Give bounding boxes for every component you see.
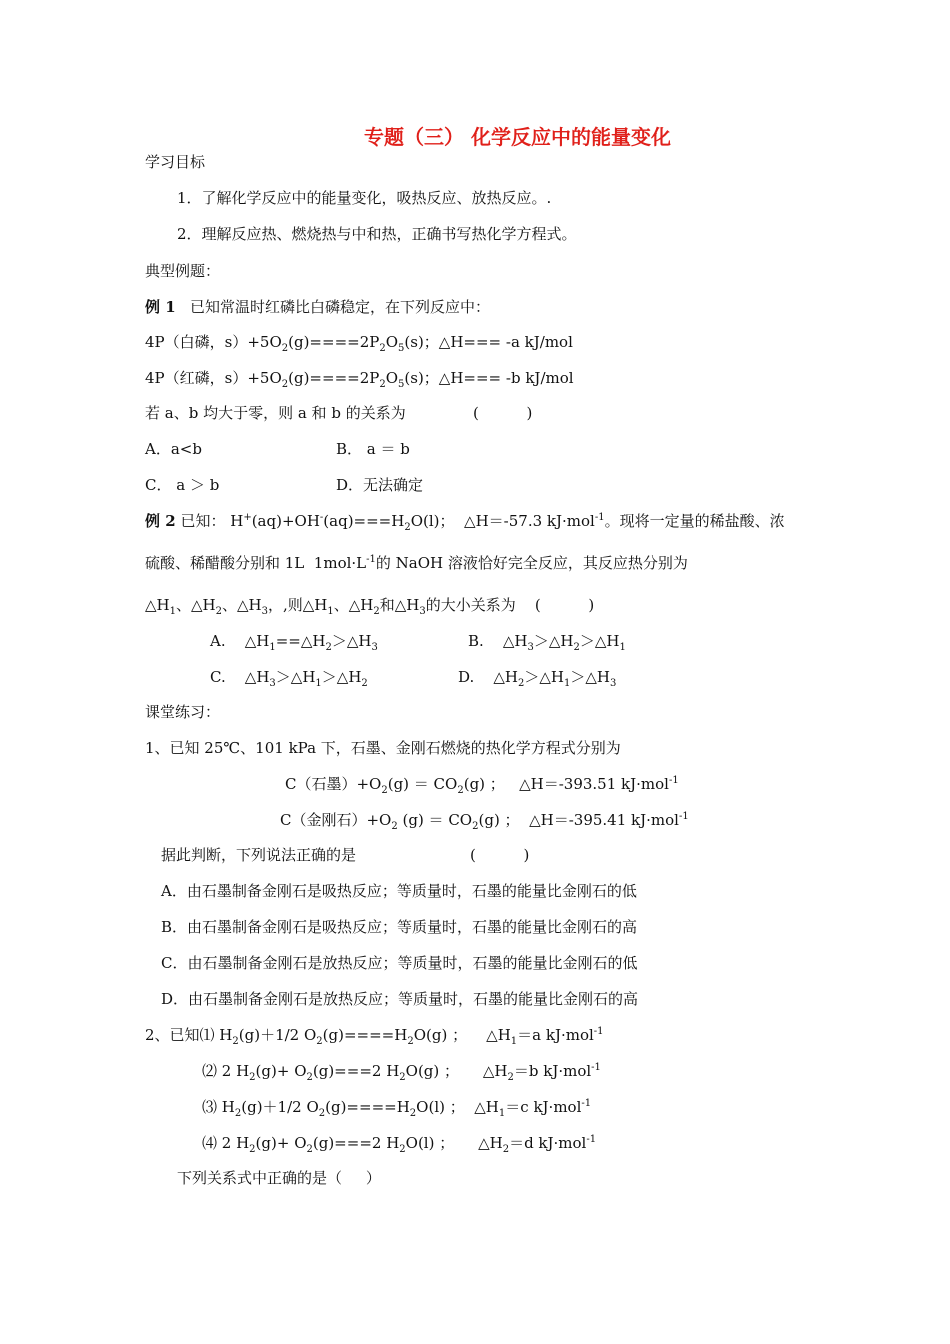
- section-heading-practice: 课堂练习：: [145, 703, 221, 721]
- example-2-line-3: $\triangle H_1$、$\triangle H_2$、$\triangle H_3$，,则$\triangle H_1$、$\triangle H_2$和$\triangle H_3$的大小关系为 ( ): [145, 596, 595, 617]
- example-1-label: 例 1: [145, 298, 176, 316]
- practice-2-equation-4: ⑷ 2 $H_2(g)+ O_2(g)===2$ $H_2O(l)$ ； $\triangle H_2=d$ kJ·mol$^{-1}$: [202, 1134, 597, 1155]
- example-1-question: 若 a、b 均大于零，则 a 和 b 的关系为: [145, 404, 406, 422]
- example-2-label: 例 2: [145, 512, 176, 530]
- practice-1-option-a: A．由石墨制备金刚石是吸热反应；等质量时，石墨的能量比金刚石的低: [161, 882, 637, 900]
- practice-2-equation-2: ⑵ 2 $H_2(g)+ O_2(g)===2$ $H_2O(g)$ ； $\triangle H_2=b$ kJ·mol$^{-1}$: [202, 1062, 601, 1083]
- goal-2: 2．理解反应热、燃烧热与中和热，正确书写热化学方程式。: [177, 225, 577, 243]
- example-1-equation-2: 4P（红磷，$s)+5O_2(g)====2P_2O_5(s)$；△H=== -b kJ/mol: [145, 369, 574, 390]
- practice-2-equation-1: 2、已知⑴ $H_2(g)+1/2$ $O_2(g)====H_2O(g)$ ； $\triangle H_1=a$ kJ·mol$^{-1}$: [145, 1026, 604, 1047]
- practice-1-option-d: D．由石墨制备金刚石是放热反应；等质量时，石墨的能量比金刚石的高: [161, 990, 639, 1008]
- example-2-option-a: A. $\triangle H_1==\triangle H_2>\triangle H_3$: [210, 632, 378, 653]
- practice-2-equation-3: ⑶ $H_2(g)+1/2$ $O_2(g)====H_2O(l)$ ； $\triangle H_1=c$ kJ·mol$^{-1}$: [202, 1098, 592, 1119]
- practice-1-option-b: B．由石墨制备金刚石是吸热反应；等质量时，石墨的能量比金刚石的高: [161, 918, 638, 936]
- example-1-text: 已知常温时红磷比白磷稳定，在下列反应中：: [189, 298, 490, 316]
- practice-1-question: 1、已知 25℃、101 kPa 下，石墨、金刚石燃烧的热化学方程式分别为: [145, 739, 621, 757]
- option-c: C． a ＞ b: [145, 476, 220, 494]
- option-a: A．a<b: [145, 440, 202, 458]
- section-heading-goals: 学习目标: [145, 153, 206, 171]
- example-2-line-1: 例 2 已知： $H^+(aq)+OH^-(aq)===H_2O(l)$； △H＝-57.3 kJ·mol$^{-1}$。现将一定量的稀盐酸、浓: [145, 512, 785, 533]
- option-d: D．无法确定: [336, 476, 424, 494]
- example-1-intro: [145, 297, 490, 317]
- practice-1-equation-graphite: C（石墨）$+O_2(g) = CO_2(g)$ ； △H＝-393.51 kJ·mol$^{-1}$: [285, 775, 679, 796]
- practice-2-ask: 下列关系式中正确的是（ ）: [177, 1169, 381, 1187]
- answer-bracket: ( ): [473, 404, 533, 422]
- page-title: 专题（三） 化学反应中的能量变化: [364, 125, 671, 149]
- goal-1: 1．了解化学反应中的能量变化，吸热反应、放热反应。.: [177, 189, 552, 207]
- example-2-option-d: D. $\triangle H_2>\triangle H_1>\triangle H_3$: [458, 668, 617, 689]
- practice-1-bracket: ( ): [470, 846, 530, 864]
- example-2-option-b: B. $\triangle H_3>\triangle H_2>\triangle H_1$: [468, 632, 626, 653]
- section-heading-examples: 典型例题：: [145, 262, 221, 280]
- practice-1-ask: 据此判断，下列说法正确的是: [161, 846, 357, 864]
- example-2-option-c: C. $\triangle H_3>\triangle H_1>\triangle H_2$: [210, 668, 368, 689]
- example-2-line-2: 硫酸、稀醋酸分别和 1L $1mol\cdot L^{-1}$的 NaOH 溶液恰好完全反应，其反应热分别为: [145, 554, 688, 572]
- practice-1-equation-diamond: C（金刚石）$+O_2$ $(g) = CO_2(g)$ ； △H＝-395.41 kJ·mol$^{-1}$: [280, 811, 689, 832]
- example-1-equation-1: 4P（白磷，$s)+5O_2(g)====2P_2O_5(s)$；△H=== -a kJ/mol: [145, 333, 573, 354]
- practice-1-option-c: C．由石墨制备金刚石是放热反应；等质量时，石墨的能量比金刚石的低: [161, 954, 638, 972]
- option-b: B． a ＝ b: [336, 440, 410, 458]
